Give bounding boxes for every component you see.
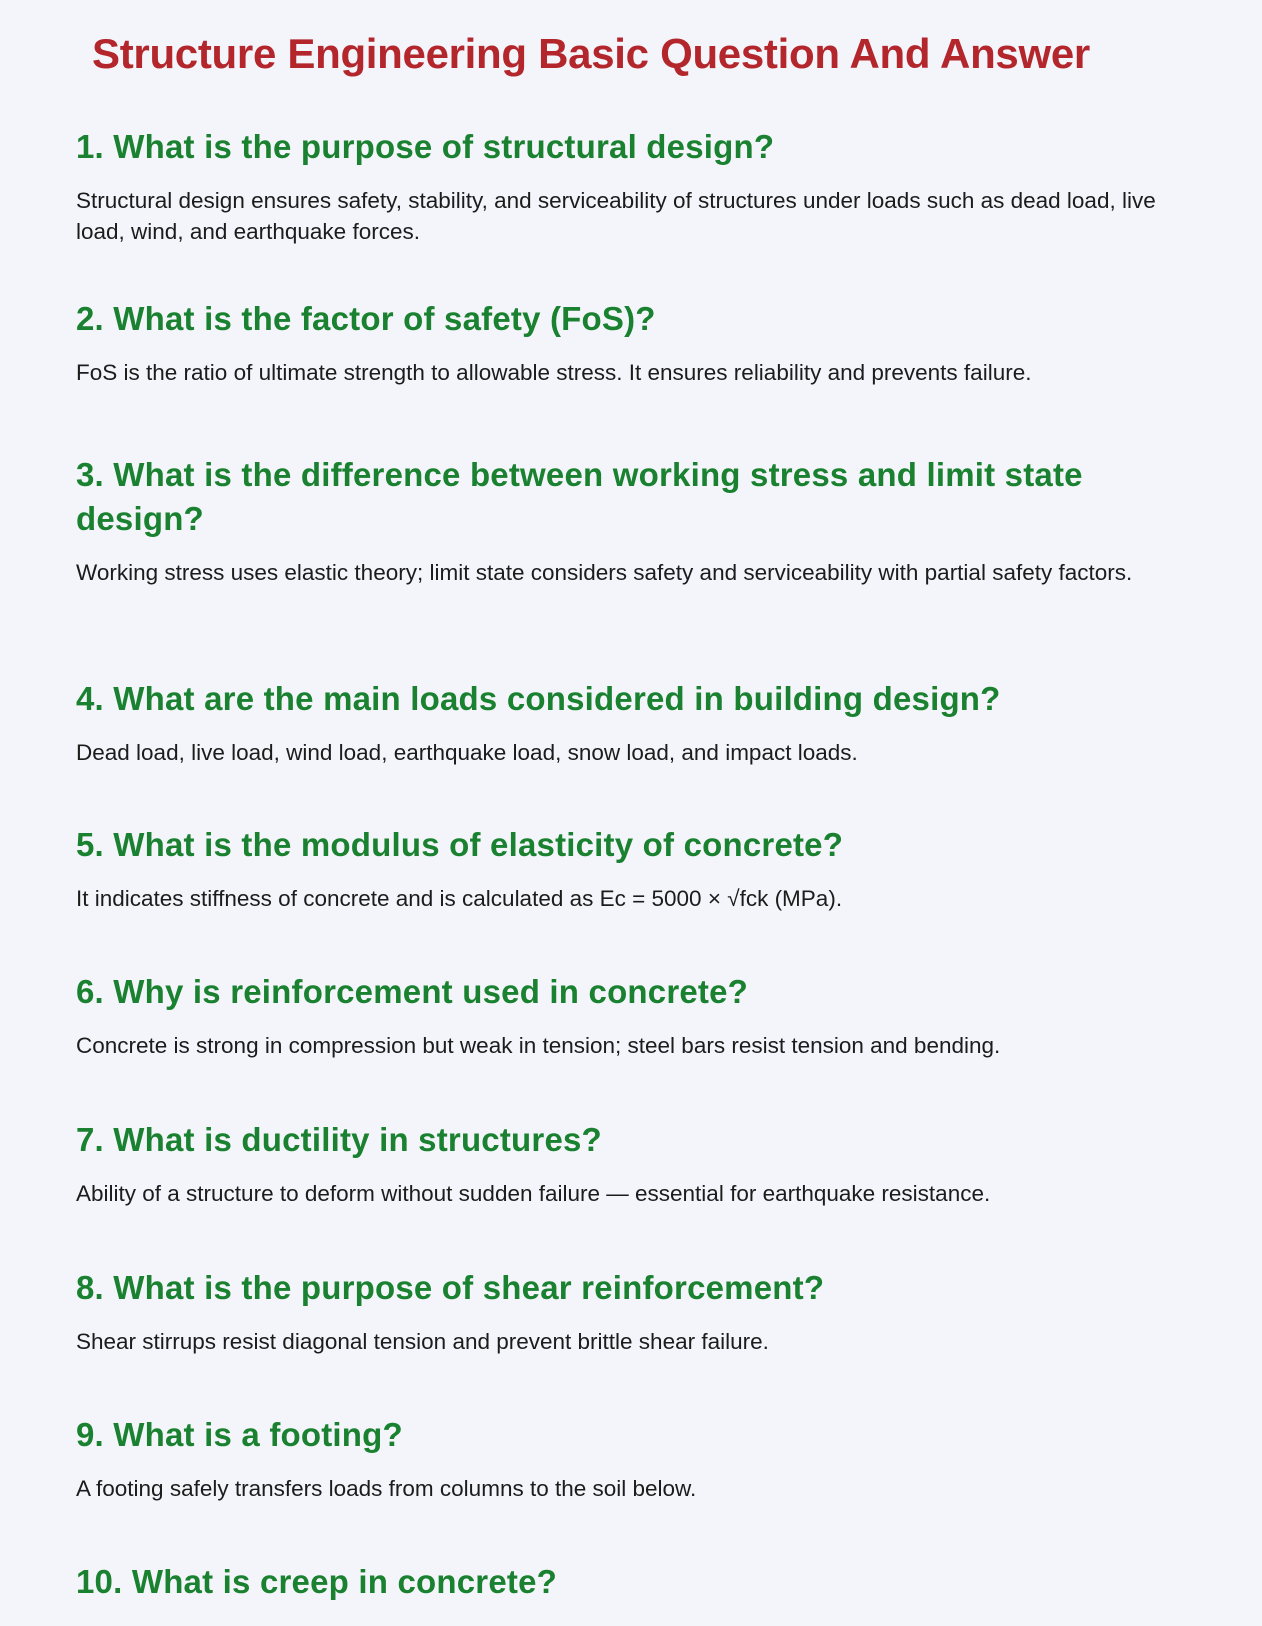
qa-item-10 (76, 1560, 1206, 1604)
page-title: Structure Engineering Basic Question And Answer (92, 30, 1090, 77)
answer-4: Dead load, live load, wind load, earthquake load, snow load, and impact loads. (76, 740, 858, 765)
answer-7: Ability of a structure to deform without sudden failure — essential for earthquake resistance. (76, 1181, 991, 1206)
question-9: 9. What is a footing? (76, 1416, 403, 1453)
answer-6: Concrete is strong in compression but weak in tension; steel bars resist tension and bending. (76, 1033, 1001, 1058)
answer-3: Working stress uses elastic theory; limit state considers safety and serviceability with partial safety factors. (76, 560, 1133, 585)
answer-1: Structural design ensures safety, stability, and serviceability of structures under loads such as dead load, live load, wind, and earthquake forces. (76, 188, 1156, 244)
answer-8: Shear stirrups resist diagonal tension and prevent brittle shear failure. (76, 1329, 769, 1354)
qa-item-5 (76, 823, 1206, 914)
question-10: 10. What is creep in concrete? (76, 1563, 557, 1600)
qa-item-2 (76, 297, 1206, 388)
qa-item-9 (76, 1413, 1206, 1504)
qa-item-4 (76, 677, 1206, 768)
answer-2: FoS is the ratio of ultimate strength to allowable stress. It ensures reliability and prevents failure. (76, 360, 1032, 385)
qa-item-7 (76, 1118, 1206, 1209)
qa-item-6 (76, 970, 1206, 1061)
answer-5: It indicates stiffness of concrete and is calculated as Ec = 5000 × √fck (MPa). (76, 886, 843, 911)
qa-item-3 (76, 453, 1206, 588)
question-3: 3. What is the difference between working stress and limit state design? (76, 456, 1083, 537)
question-6: 6. Why is reinforcement used in concrete? (76, 973, 749, 1010)
answer-9: A footing safely transfers loads from columns to the soil below. (76, 1476, 697, 1501)
question-8: 8. What is the purpose of shear reinforcement? (76, 1269, 825, 1306)
question-4: 4. What are the main loads considered in building design? (76, 680, 1001, 717)
qa-item-8 (76, 1266, 1206, 1357)
qa-item-1 (76, 125, 1206, 247)
question-1: 1. What is the purpose of structural design? (76, 128, 775, 165)
question-5: 5. What is the modulus of elasticity of concrete? (76, 826, 844, 863)
question-7: 7. What is ductility in structures? (76, 1121, 602, 1158)
question-2: 2. What is the factor of safety (FoS)? (76, 300, 656, 337)
